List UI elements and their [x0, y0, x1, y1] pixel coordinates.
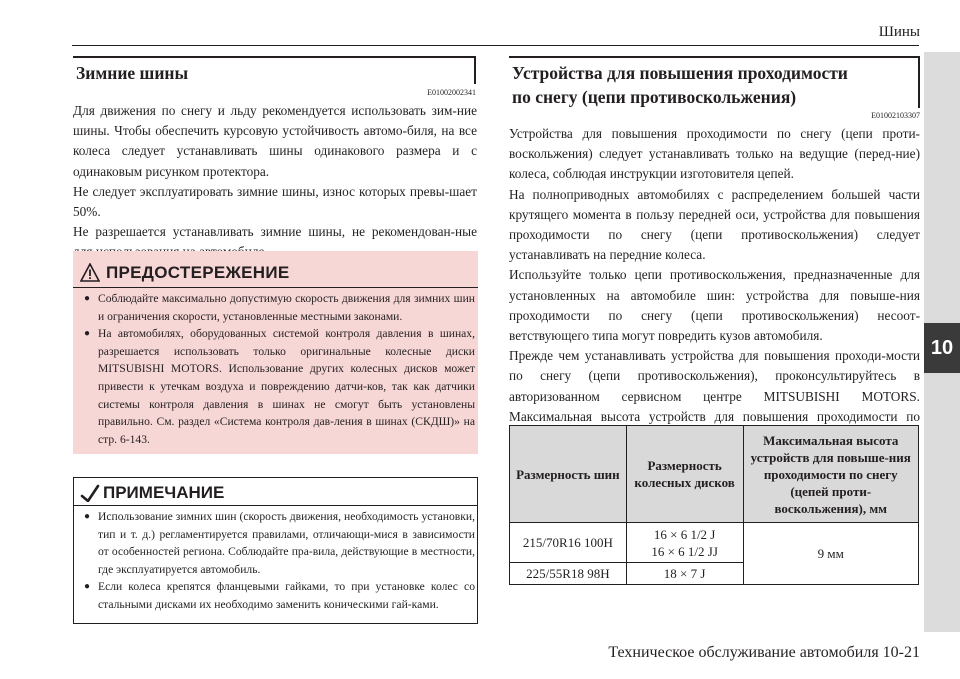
warning-list: [84, 290, 475, 448]
snow-chains-text: [509, 124, 920, 447]
winter-tires-heading: Зимние шины: [76, 63, 189, 83]
chains-height-table: [509, 425, 919, 585]
wheel-size: 16 × 6 1/2 J: [653, 526, 716, 542]
table-cell-wheel: [626, 523, 743, 563]
winter-tires-text: [73, 101, 477, 263]
list-item: ● Если колеса крепятся фланцевыми гайками, то при установке колес со стальными дисками их необходимо заменить коническими гай-ками.: [84, 578, 475, 613]
paragraph: Используйте только цепи противоскольжения, предназначенные для установленных на автомобиле шин: устройства для повыше-ния проходимости по снегу (цепи противоскольжения) несоот-ветствующего типа могут повредить кузов автомобиля.: [509, 267, 920, 344]
paragraph: Не разрешается устанавливать зимние шины, не рекомендован-ные: [73, 224, 477, 240]
page-header-title: Шины: [878, 24, 920, 40]
list-item: ● Соблюдайте максимально допустимую скорость движения для зимних шин и ограничения скорости, установленные местными законами.: [84, 290, 475, 325]
note-list: [84, 508, 475, 614]
page-footer: Техническое обслуживание автомобиля 10-21: [608, 644, 920, 661]
table-cell-wheel: 18 × 7 J: [626, 563, 743, 585]
warning-title: ПРЕДОСТЕРЕЖЕНИЕ: [106, 263, 290, 282]
table-header-cell: Максимальная высота устройств для повыше-ния проходимости по снегу (цепей проти-воскольжения), мм: [743, 426, 919, 523]
snow-chains-heading-line1: Устройства для повышения проходимости: [512, 63, 848, 83]
section-code: E01002103307: [871, 111, 920, 120]
paragraph: Для движения по снегу и льду рекомендуется использовать зим-ние шины. Чтобы обеспечить курсовую устойчивость автомо-биля, на все колеса следует устанавливать шины одинакового размера и с одинаковым рисунком протектора.: [73, 103, 477, 179]
table-header-cell: Размерность шин: [510, 426, 627, 523]
note-pencil-icon: [80, 484, 100, 502]
wheel-size: 16 × 6 1/2 JJ: [651, 543, 718, 559]
paragraph: Устройства для повышения проходимости по снегу (цепи проти-воскольжения) следует устанавливать только на ведущие (перед-ние) колеса, соблюдая инструкции изготовителя цепей.: [509, 126, 920, 182]
snow-chains-heading-box: [509, 56, 920, 108]
warning-icon: [80, 263, 100, 282]
chapter-tab[interactable]: 10: [924, 323, 960, 373]
table-row: [510, 523, 919, 563]
table-cell-height: 9 мм: [743, 523, 919, 585]
winter-tires-heading-box: [73, 56, 476, 84]
table-header-row: [510, 426, 919, 523]
paragraph: Не следует эксплуатировать зимние шины, износ которых превы-шает 50%.: [73, 183, 477, 220]
header-divider: [72, 45, 919, 46]
warning-divider: [73, 287, 478, 288]
note-title: ПРИМЕЧАНИЕ: [103, 483, 225, 502]
table-cell-tire: 215/70R16 100H: [510, 523, 627, 563]
table-cell-tire: 225/55R18 98H: [510, 563, 627, 585]
list-item: ● Использование зимних шин (скорость движения, необходимость установки, тип и т. д.) регламентируется правилами, отличающи-мися в зависимости от особенностей региона. Соблюдайте пра-вила, действующие в местности, где эксплуатируется автомобиль.: [84, 508, 475, 578]
list-item: ● На автомобилях, оборудованных системой контроля давления в шинах, разрешается использовать только оригинальные колесные диски MITSUBISHI MOTORS. Использование других колесных дисков может привести к утечкам воздуха и повреждению датчи-ков, так как датчики системы контроля давления в шинах не смогут быть установлены правильно. См. раздел «Система контроля дав-ления в шинах (СКДШ)» на стр. 6-143.: [84, 325, 475, 448]
section-code: E01002002341: [427, 88, 476, 97]
paragraph: На полноприводных автомобилях с распределением большей части крутящего момента в пользу передней оси, устройства для повышения проходимости по снегу (цепи противоскольжения) следует устанавливать на передние колеса.: [509, 186, 920, 263]
snow-chains-heading-line2: по снегу (цепи противоскольжения): [512, 87, 797, 107]
note-divider: [73, 505, 478, 506]
table-header-cell: Размерность колесных дисков: [626, 426, 743, 523]
paragraph: Прежде чем устанавливать устройства для повышения проходи-мости по снегу (цепи противоскольжения), проконсультируйтесь в авторизованном сервисном центре MITSUBISHI MOTORS. Максимальная высота устройств для повышения проходимости по: [509, 348, 920, 424]
